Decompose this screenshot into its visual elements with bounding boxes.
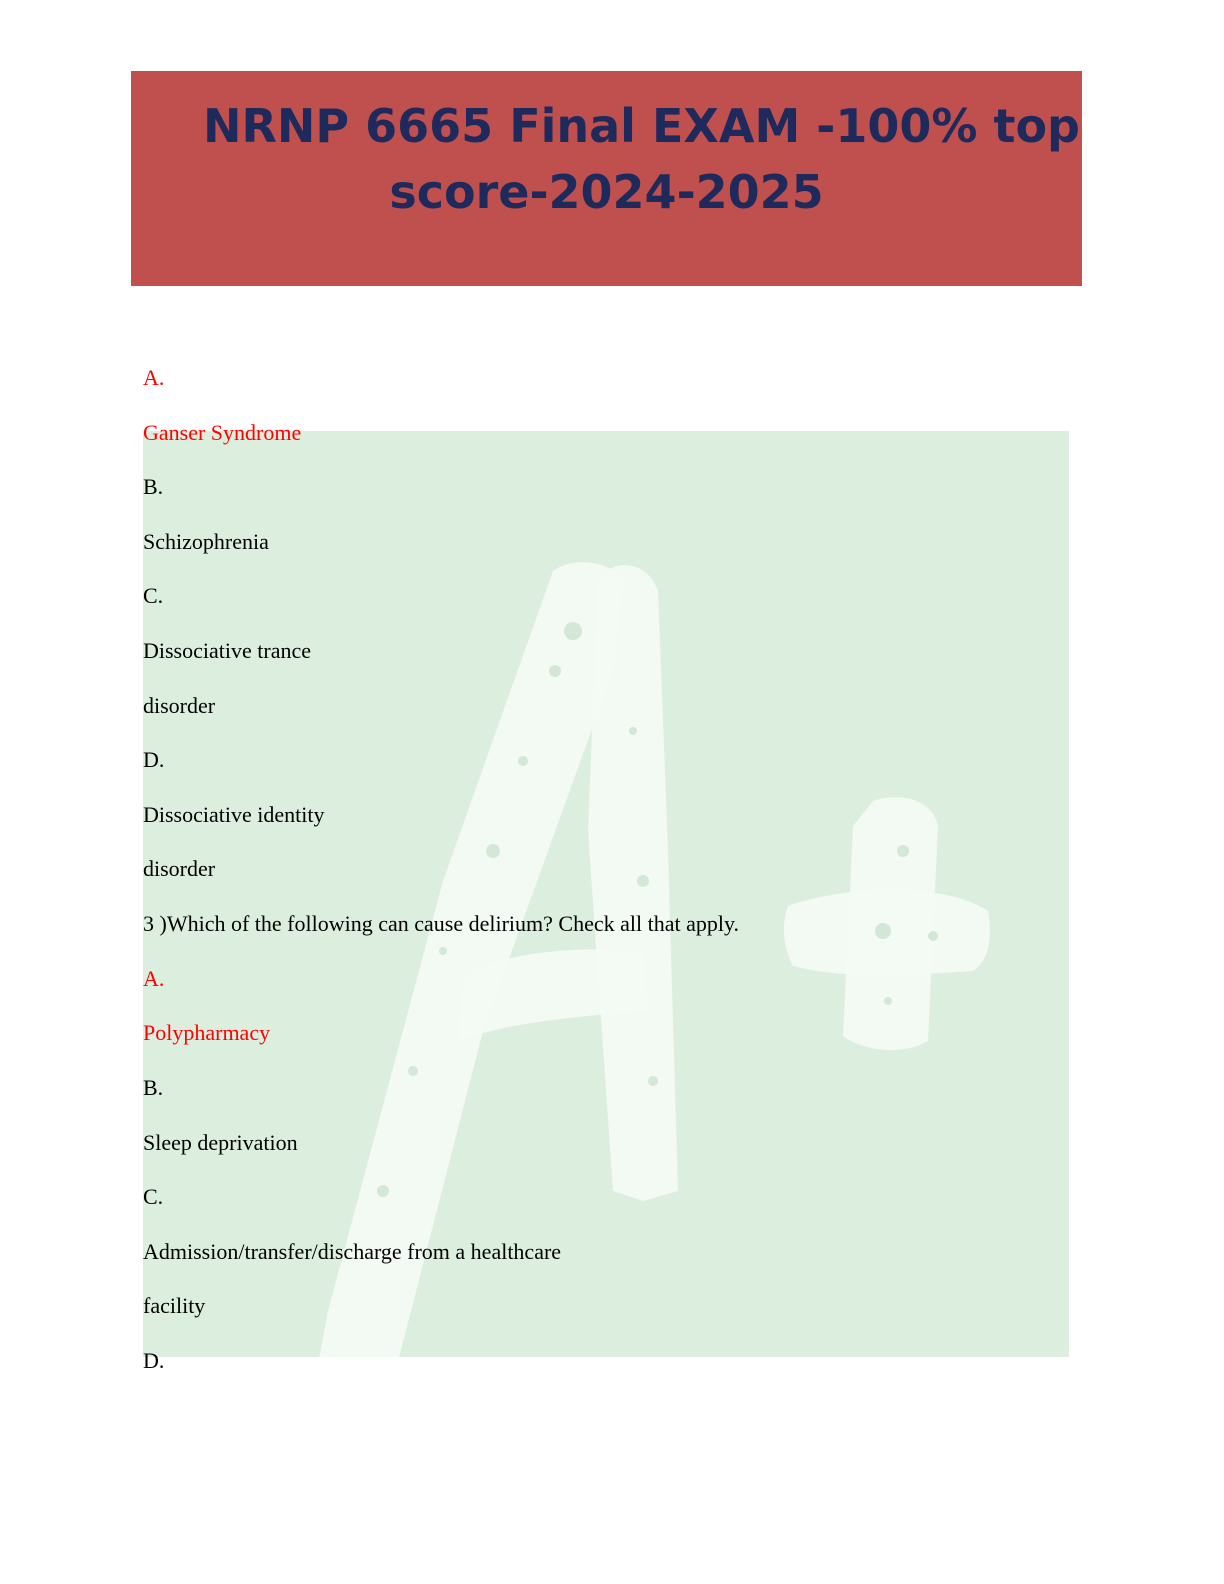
a-plus-watermark bbox=[143, 431, 1069, 1357]
a-plus-chalk-icon bbox=[143, 431, 1069, 1357]
document-title-line-1: NRNP 6665 Final EXAM -100% top bbox=[203, 99, 1080, 153]
option-label-b: B. bbox=[143, 1075, 164, 1100]
option-label-c: C. bbox=[143, 583, 164, 608]
answer-label-a: A. bbox=[143, 966, 165, 991]
document-title-line-2: score-2024-2025 bbox=[389, 165, 824, 219]
option-text: Sleep deprivation bbox=[143, 1130, 298, 1155]
option-label-d: D. bbox=[143, 747, 165, 772]
option-text: Admission/transfer/discharge from a healthcare bbox=[143, 1239, 562, 1264]
option-text-continued: disorder bbox=[143, 693, 216, 718]
option-label-c: C. bbox=[143, 1184, 164, 1209]
option-text: Dissociative identity bbox=[143, 802, 325, 827]
question-text: 3 )Which of the following can cause delirium? Check all that apply. bbox=[143, 911, 740, 936]
title-banner bbox=[131, 71, 1082, 286]
option-text: Schizophrenia bbox=[143, 529, 269, 554]
option-label-b: B. bbox=[143, 474, 164, 499]
answer-text: Ganser Syndrome bbox=[143, 420, 302, 445]
option-text-continued: disorder bbox=[143, 856, 216, 881]
answer-text: Polypharmacy bbox=[143, 1020, 271, 1045]
option-text-continued: facility bbox=[143, 1293, 206, 1318]
answer-label-a: A. bbox=[143, 365, 165, 390]
option-label-d: D. bbox=[143, 1348, 165, 1373]
document-title bbox=[131, 93, 1082, 225]
option-text: Dissociative trance bbox=[143, 638, 311, 663]
